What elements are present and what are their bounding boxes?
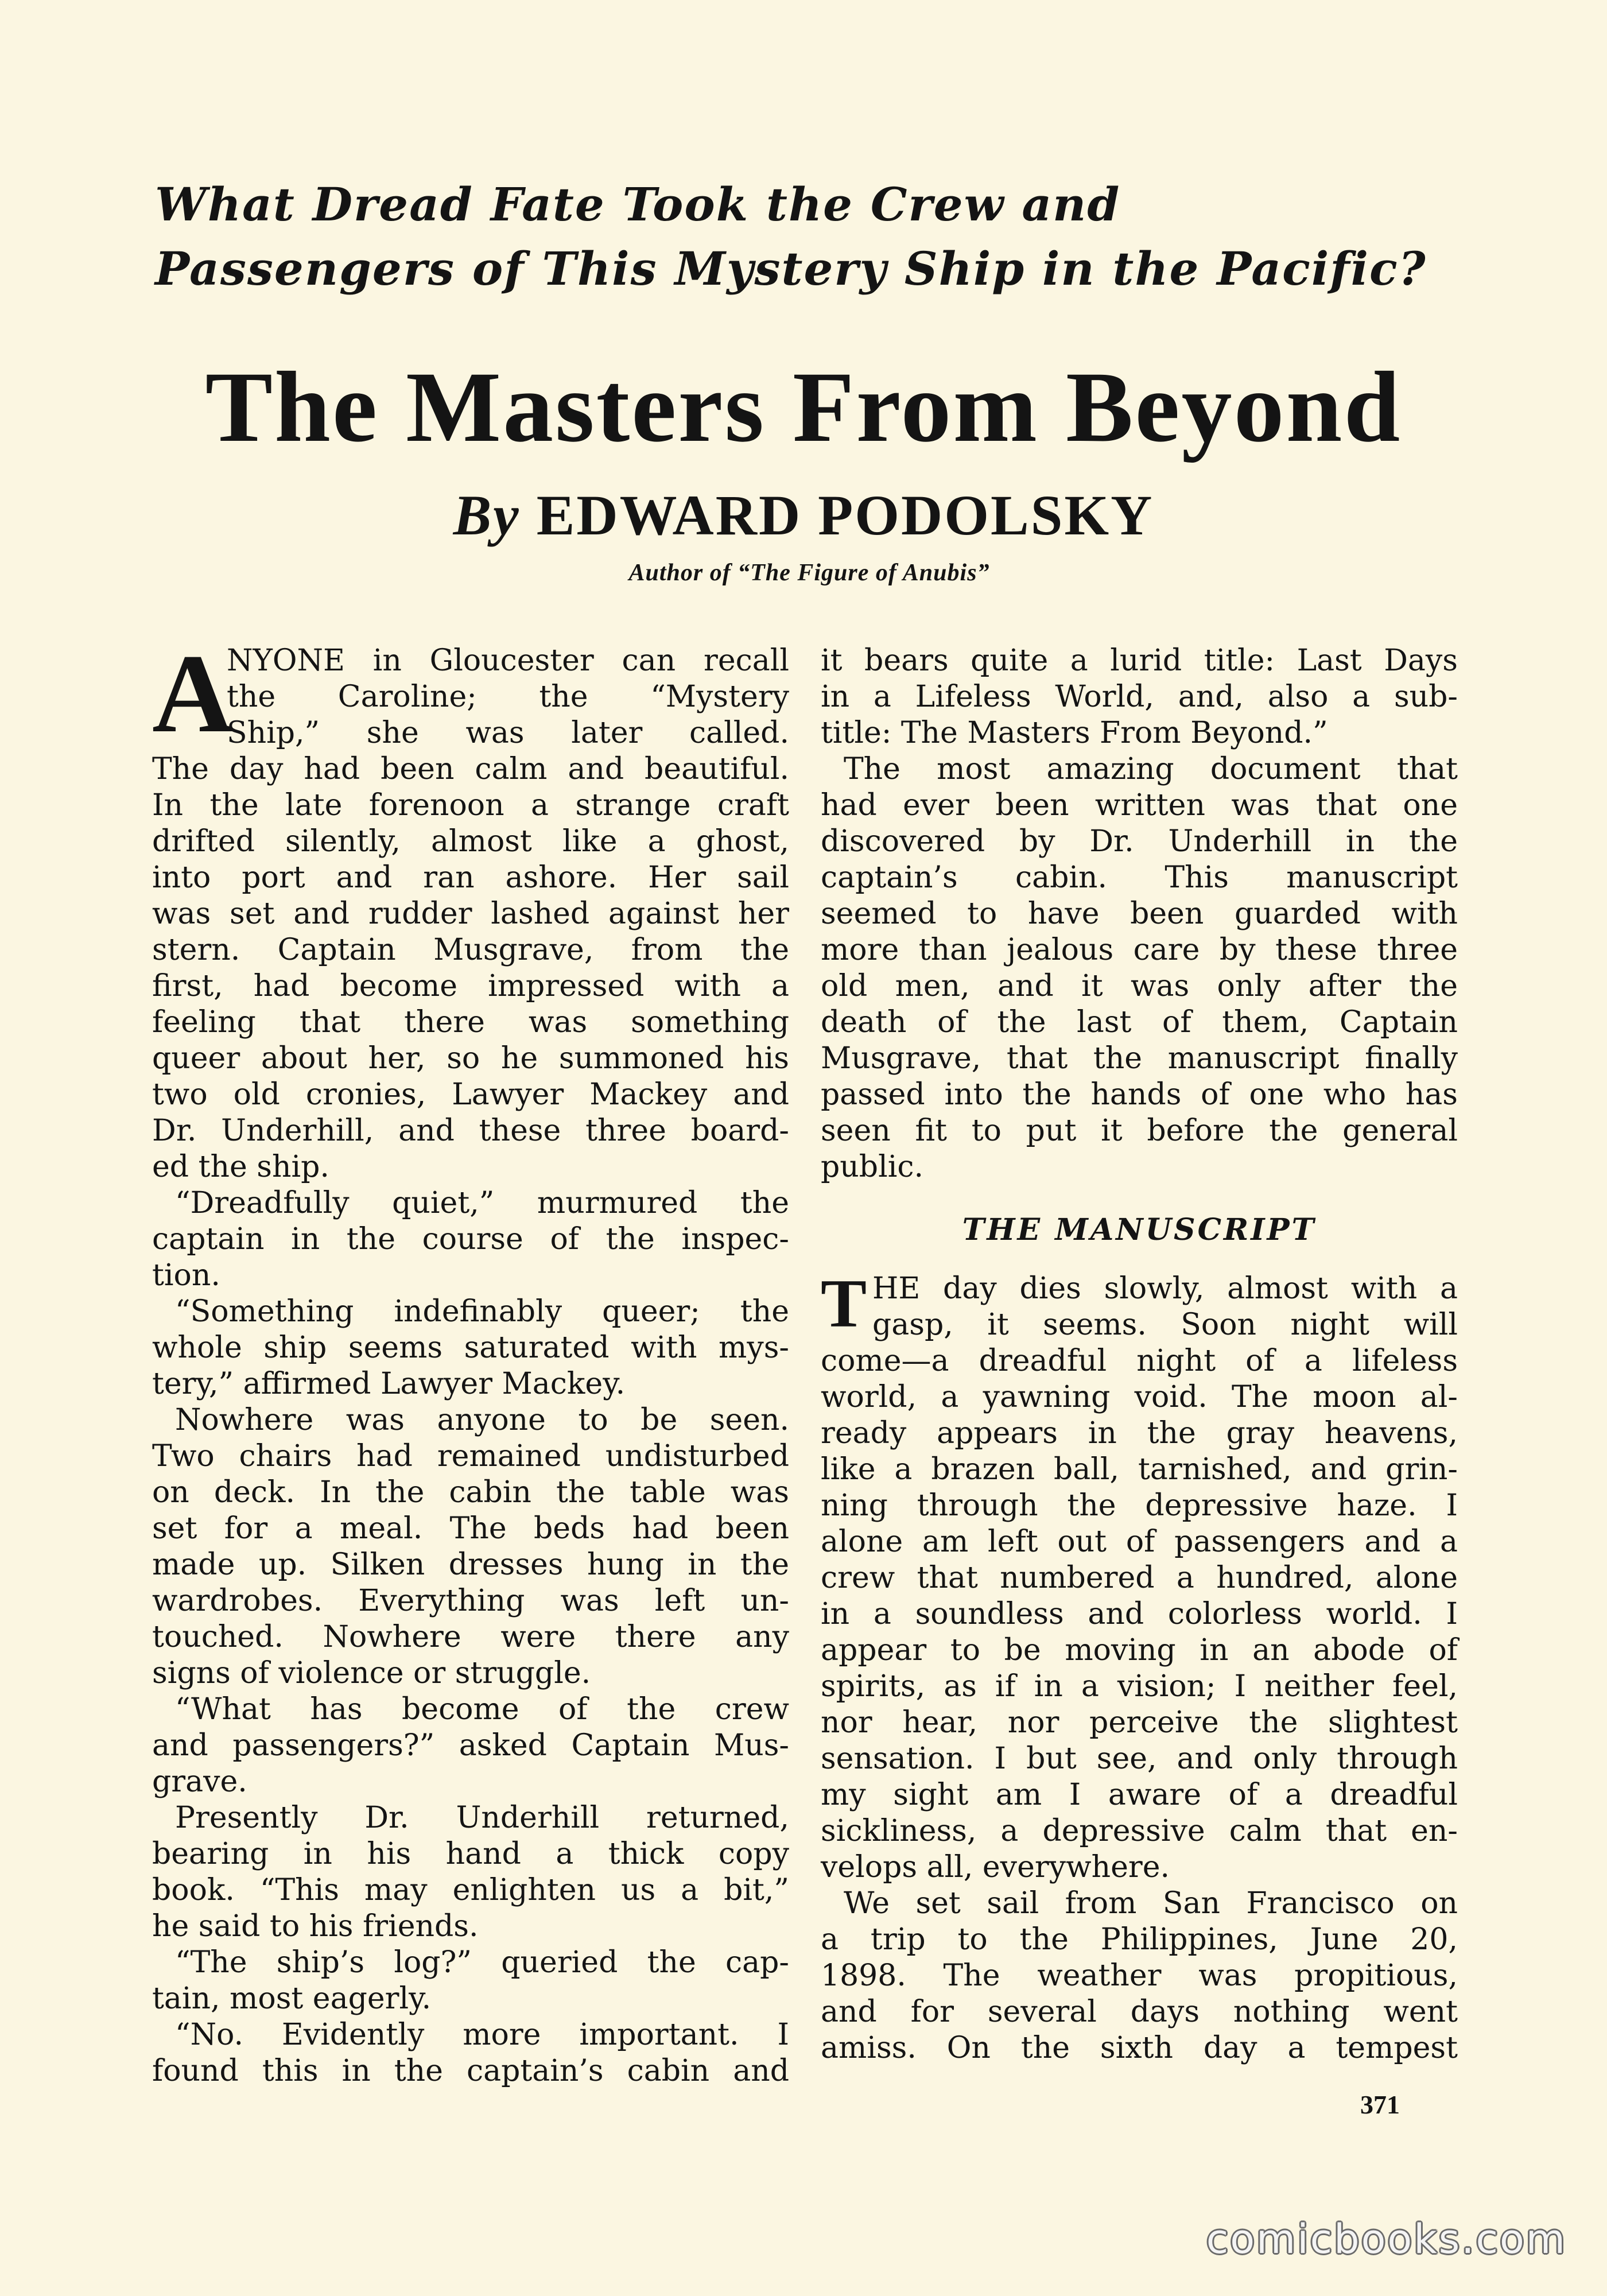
text-line: was set and rudder lashed against her <box>152 897 789 931</box>
text-line: “Something indefinably queer; the <box>175 1294 789 1329</box>
text-line: come—a dreadful night of a lifeless <box>821 1344 1458 1378</box>
text-line: had ever been written was that one <box>821 788 1458 823</box>
text-line: he said to his friends. <box>152 1909 479 1944</box>
text-line: whole ship seems saturated with mys- <box>152 1331 789 1365</box>
text-line: tain, most eagerly. <box>152 1981 432 2016</box>
text-line: public. <box>821 1150 923 1184</box>
text-line: alone am left out of passengers and a <box>821 1525 1458 1559</box>
text-line: “What has become of the crew <box>175 1692 789 1727</box>
text-line: ed the ship. <box>152 1150 329 1184</box>
text-line: drifted silently, almost like a ghost, <box>152 824 789 859</box>
text-line: in a Lifeless World, and, also a sub- <box>821 680 1458 714</box>
text-line: feeling that there was something <box>152 1005 789 1040</box>
text-line: like a brazen ball, tarnished, and grin- <box>821 1452 1458 1487</box>
text-line: captain’s cabin. This manuscript <box>821 860 1458 895</box>
text-line: signs of violence or struggle. <box>152 1656 591 1690</box>
text-line: found this in the captain’s cabin and <box>152 2054 789 2088</box>
text-line: The day had been calm and beautiful. <box>152 752 789 786</box>
text-line: queer about her, so he summoned his <box>152 1041 789 1076</box>
text-line: Ship,” she was later called. <box>227 716 789 750</box>
text-line: Presently Dr. Underhill returned, <box>175 1801 789 1835</box>
text-line: In the late forenoon a strange craft <box>152 788 789 823</box>
text-line: a trip to the Philippines, June 20, <box>821 1922 1458 1957</box>
teaser-line-2: Passengers of This Mystery Ship in the Pacific? <box>155 242 1427 296</box>
text-line: Two chairs had remained undisturbed <box>152 1439 789 1473</box>
text-line: spirits, as if in a vision; I neither feel, <box>821 1669 1458 1704</box>
text-line: captain in the course of the inspec- <box>152 1222 789 1256</box>
text-line: the Caroline; the “Mystery <box>227 680 789 714</box>
text-line: sensation. I but see, and only through <box>821 1742 1458 1776</box>
text-line: tery,” affirmed Lawyer Mackey. <box>152 1367 626 1401</box>
text-line: NYONE in Gloucester can recall <box>227 643 789 678</box>
text-line: two old cronies, Lawyer Mackey and <box>152 1077 789 1112</box>
right-column <box>821 643 1458 2066</box>
text-line: Dr. Underhill, and these three board- <box>152 1114 789 1148</box>
text-line: first, had become impressed with a <box>152 969 789 1003</box>
text-line: crew that numbered a hundred, alone <box>821 1561 1458 1595</box>
text-line: it bears quite a lurid title: Last Days <box>821 643 1458 678</box>
byline-by: By <box>453 483 521 547</box>
opening-paragraph <box>152 631 789 756</box>
text-line: seemed to have been guarded with <box>821 897 1458 931</box>
text-line: seen fit to put it before the general <box>821 1114 1458 1148</box>
byline-author: EDWARD PODOLSKY <box>536 483 1154 547</box>
text-line: old men, and it was only after the <box>821 969 1458 1003</box>
text-line: We set sail from San Francisco on <box>844 1886 1458 1921</box>
drop-cap: T <box>821 1265 867 1341</box>
text-line: “Dreadfully quiet,” murmured the <box>175 1186 789 1220</box>
text-line: sickliness, a depressive calm that en- <box>821 1814 1458 1848</box>
text-line: stern. Captain Musgrave, from the <box>152 933 789 967</box>
byline <box>0 481 1607 550</box>
text-line: gasp, it seems. Soon night will <box>872 1308 1458 1342</box>
author-credit: Author of “The Figure of Anubis” <box>628 560 990 586</box>
text-line: nor hear, nor perceive the slightest <box>821 1705 1458 1740</box>
page-number: 371 <box>1360 2090 1400 2119</box>
story-title: The Masters From Beyond <box>205 351 1402 463</box>
text-line: “The ship’s log?” queried the cap- <box>175 1945 789 1980</box>
text-line: velops all, everywhere. <box>821 1850 1170 1884</box>
text-line: and for several days nothing went <box>821 1995 1458 2029</box>
text-line: bearing in his hand a thick copy <box>152 1837 789 1871</box>
text-line: amiss. On the sixth day a tempest <box>821 2031 1458 2065</box>
text-line: HE day dies slowly, almost with a <box>872 1271 1458 1306</box>
site-watermark: comicbooks.com <box>1206 2216 1567 2263</box>
text-line: passed into the hands of one who has <box>821 1077 1458 1112</box>
text-line: discovered by Dr. Underhill in the <box>821 824 1458 859</box>
text-line: appear to be moving in an abode of <box>821 1633 1458 1667</box>
text-line: title: The Masters From Beyond.” <box>821 716 1328 750</box>
text-line: and passengers?” asked Captain Mus- <box>152 1728 789 1763</box>
left-column <box>152 631 789 2089</box>
section-heading: THE MANUSCRIPT <box>962 1212 1317 1247</box>
text-line: ready appears in the gray heavens, <box>821 1416 1458 1450</box>
teaser-line-1: What Dread Fate Took the Crew and <box>155 177 1121 231</box>
text-line: Nowhere was anyone to be seen. <box>175 1403 789 1437</box>
text-line: book. “This may enlighten us a bit,” <box>152 1873 789 1907</box>
text-line: on deck. In the cabin the table was <box>152 1475 789 1510</box>
text-line: The most amazing document that <box>844 752 1458 786</box>
text-line: more than jealous care by these three <box>821 933 1458 967</box>
text-line: made up. Silken dresses hung in the <box>152 1548 789 1582</box>
text-line: Musgrave, that the manuscript finally <box>821 1041 1458 1076</box>
text-line: 1898. The weather was propitious, <box>821 1958 1458 1993</box>
text-line: into port and ran ashore. Her sail <box>152 860 789 895</box>
text-line: grave. <box>152 1764 247 1799</box>
text-line: in a soundless and colorless world. I <box>821 1597 1458 1631</box>
manuscript-opening <box>821 1265 1458 1343</box>
text-line: death of the last of them, Captain <box>821 1005 1458 1040</box>
teaser-headline <box>155 172 1475 301</box>
text-line: set for a meal. The beds had been <box>152 1511 789 1546</box>
drop-cap: A <box>152 631 234 756</box>
text-line: my sight am I aware of a dreadful <box>821 1778 1458 1812</box>
text-line: tion. <box>152 1258 220 1293</box>
text-line: world, a yawning void. The moon al- <box>821 1380 1458 1414</box>
text-line: wardrobes. Everything was left un- <box>152 1584 789 1618</box>
text-line: ning through the depressive haze. I <box>821 1488 1458 1523</box>
text-line: “No. Evidently more important. I <box>175 2018 789 2052</box>
text-line: touched. Nowhere were there any <box>152 1620 789 1654</box>
